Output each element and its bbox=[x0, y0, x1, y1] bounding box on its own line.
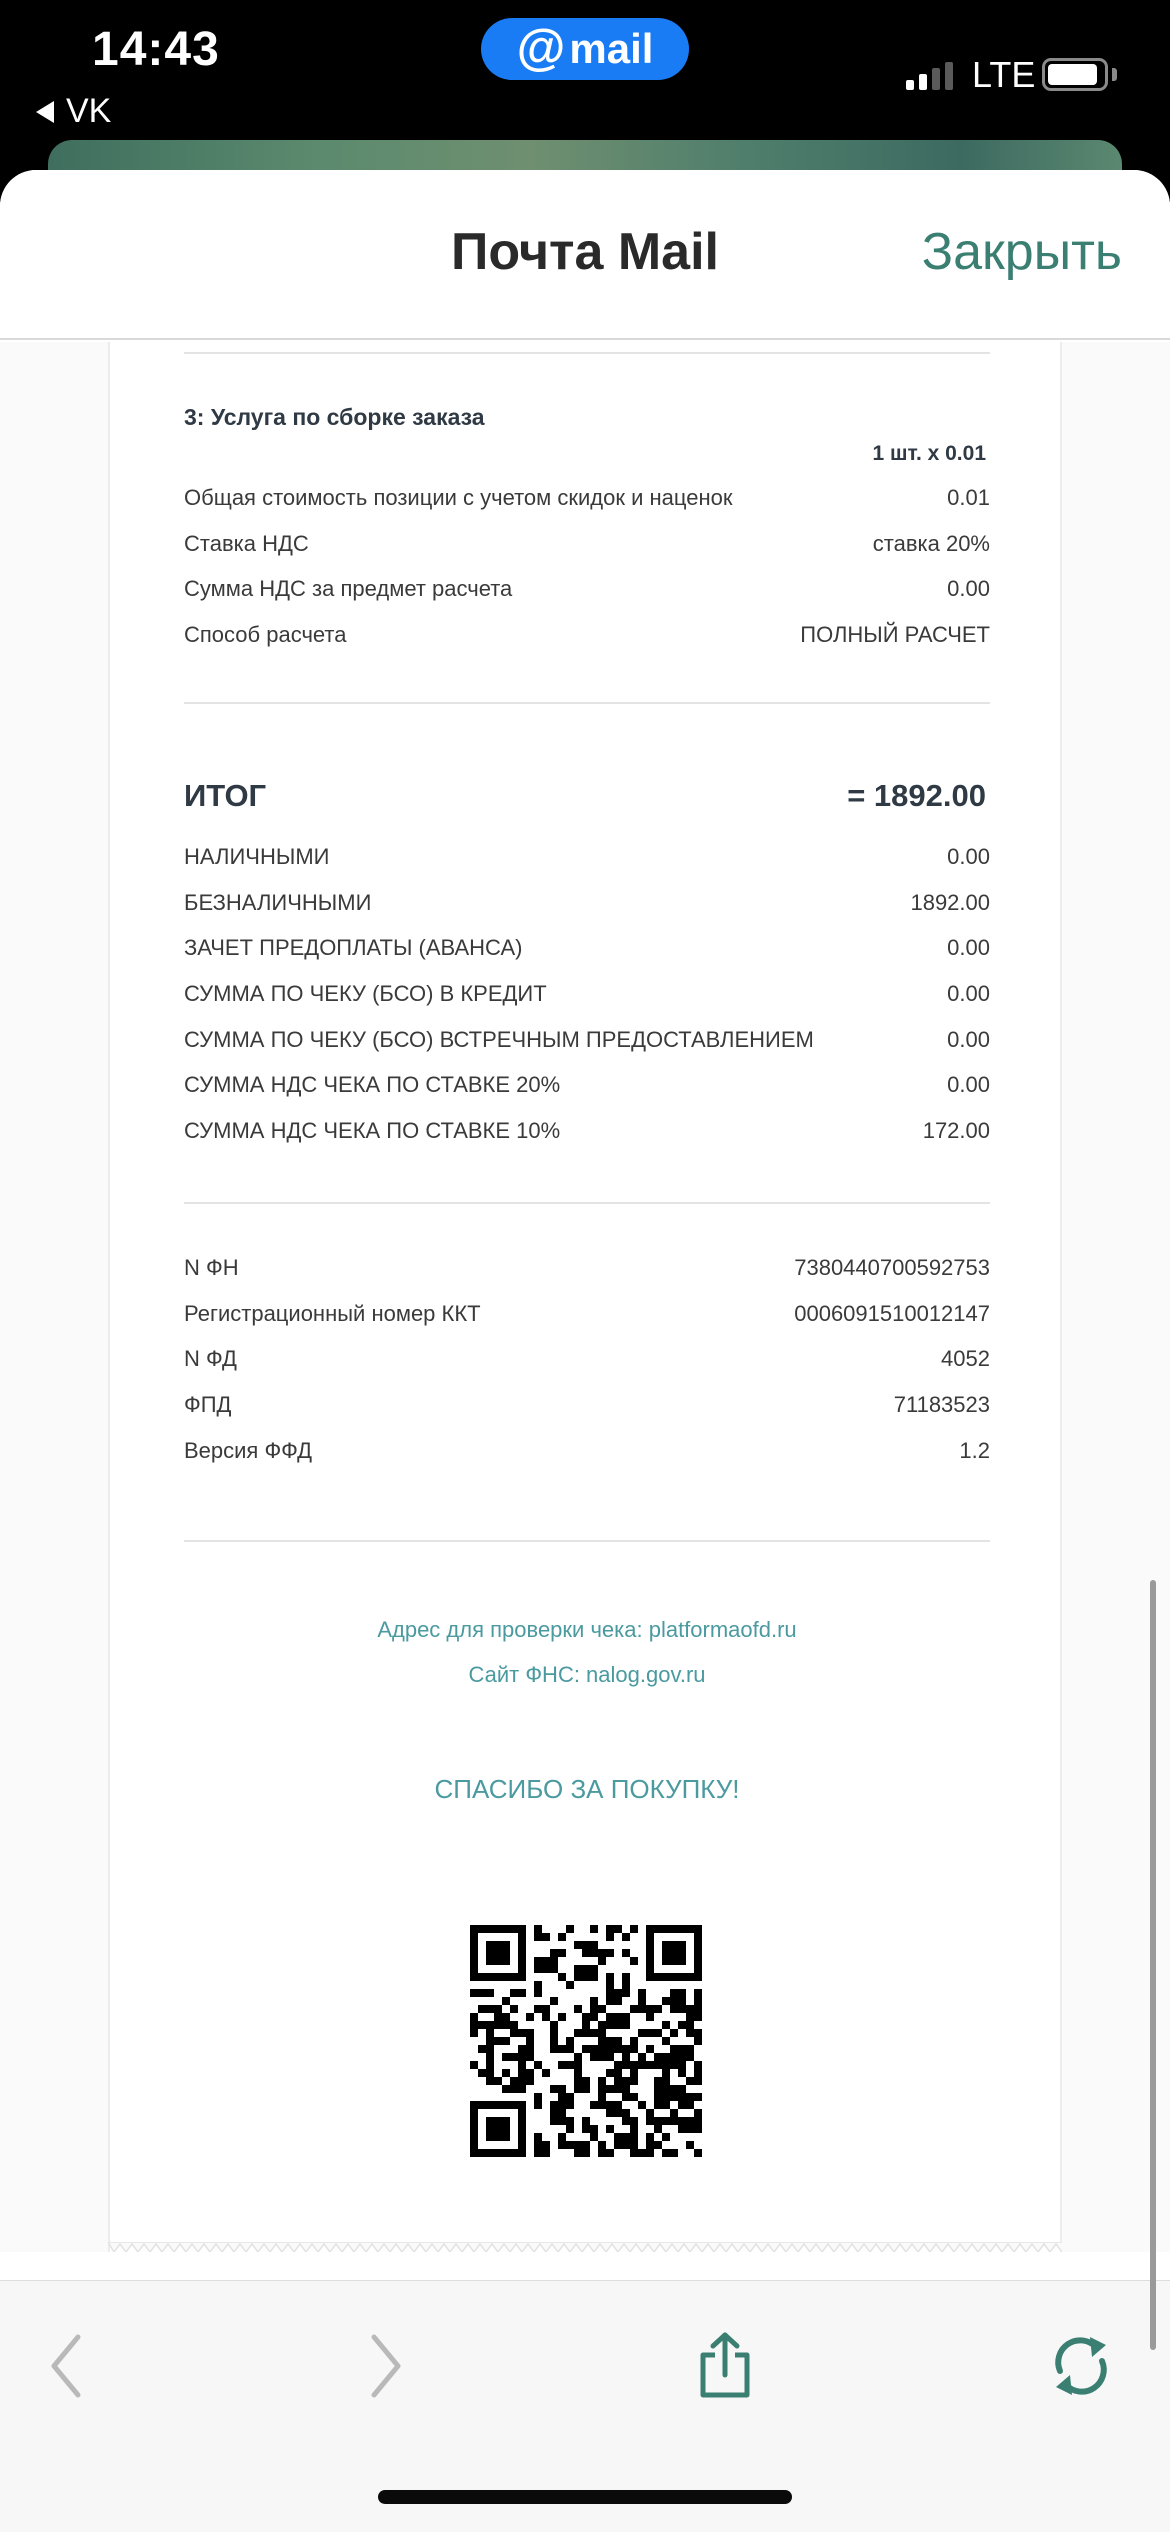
fiscal-row: N ФД 4052 bbox=[184, 1346, 990, 1371]
thanks-message: СПАСИБО ЗА ПОКУПКУ! bbox=[434, 1774, 740, 1804]
fiscal-row: Версия ФФД 1.2 bbox=[184, 1438, 990, 1463]
back-button[interactable] bbox=[22, 2321, 112, 2411]
item-row: Общая стоимость позиции с учетом скидок и наценок 0.01 bbox=[184, 485, 990, 510]
back-triangle-icon bbox=[36, 101, 54, 123]
forward-button[interactable] bbox=[340, 2321, 430, 2411]
fns-site-link[interactable]: Сайт ФНС: nalog.gov.ru bbox=[468, 1662, 706, 1687]
divider bbox=[184, 1202, 990, 1204]
item-row: Ставка НДС ставка 20% bbox=[184, 531, 990, 556]
divider bbox=[184, 702, 990, 704]
close-button[interactable]: Закрыть bbox=[921, 223, 1122, 281]
battery-icon bbox=[1042, 58, 1108, 91]
share-icon bbox=[693, 2331, 757, 2401]
total-row: СУММА НДС ЧЕКА ПО СТАВКЕ 20% 0.00 bbox=[184, 1072, 990, 1097]
total-row: СУММА НДС ЧЕКА ПО СТАВКЕ 10% 172.00 bbox=[184, 1118, 990, 1143]
chevron-right-icon bbox=[360, 2331, 410, 2401]
receipt-scroll-area[interactable] bbox=[0, 342, 1170, 2252]
chevron-left-icon bbox=[42, 2331, 92, 2401]
fiscal-row: N ФН 7380440700592753 bbox=[184, 1255, 990, 1280]
page-title: Почта Mail bbox=[451, 223, 719, 281]
fiscal-row: Регистрационный номер ККТ 0006091510012147 bbox=[184, 1301, 990, 1326]
total-row: ЗАЧЕТ ПРЕДОПЛАТЫ (АВАНСА) 0.00 bbox=[184, 935, 990, 960]
total-row: СУММА ПО ЧЕКУ (БСО) ВСТРЕЧНЫМ ПРЕДОСТАВЛЕНИЕМ 0.00 bbox=[184, 1027, 990, 1052]
item-title: 3: Услуга по сборке заказа bbox=[184, 404, 485, 430]
receipt bbox=[108, 342, 1062, 2252]
item-row: Способ расчета ПОЛНЫЙ РАСЧЕТ bbox=[184, 622, 990, 647]
back-app-label: VK bbox=[66, 92, 112, 130]
status-time: 14:43 bbox=[92, 23, 220, 76]
item-row: Сумма НДС за предмет расчета 0.00 bbox=[184, 576, 990, 601]
divider bbox=[184, 1540, 990, 1542]
at-sign-icon: @ bbox=[516, 19, 566, 75]
home-indicator bbox=[378, 2490, 792, 2504]
scrollbar[interactable] bbox=[1150, 1580, 1156, 2350]
signal-icon bbox=[906, 60, 953, 90]
network-type: LTE bbox=[972, 54, 1036, 95]
mail-app-pill[interactable] bbox=[481, 18, 689, 80]
qr-code-image bbox=[470, 1925, 702, 2157]
total-row: БЕЗНАЛИЧНЫМИ 1892.00 bbox=[184, 890, 990, 915]
total-value: = 1892.00 bbox=[847, 778, 986, 813]
item-quantity: 1 шт. x 0.01 bbox=[872, 442, 986, 465]
total-label: ИТОГ bbox=[184, 778, 267, 813]
share-button[interactable] bbox=[680, 2321, 770, 2411]
fiscal-row: ФПД 71183523 bbox=[184, 1392, 990, 1417]
total-row: СУММА ПО ЧЕКУ (БСО) В КРЕДИТ 0.00 bbox=[184, 981, 990, 1006]
receipt-torn-edge bbox=[108, 2242, 1062, 2252]
mail-pill-label: mail bbox=[569, 25, 654, 72]
check-address-link[interactable]: Адрес для проверки чека: platformaofd.ru bbox=[377, 1617, 797, 1642]
sheet-header bbox=[0, 170, 1170, 340]
total-row: НАЛИЧНЫМИ 0.00 bbox=[184, 844, 990, 869]
refresh-button[interactable] bbox=[1036, 2321, 1126, 2411]
back-to-app-button[interactable] bbox=[36, 92, 111, 131]
divider bbox=[184, 352, 990, 354]
refresh-icon bbox=[1046, 2331, 1116, 2401]
browser-sheet bbox=[0, 170, 1170, 2532]
